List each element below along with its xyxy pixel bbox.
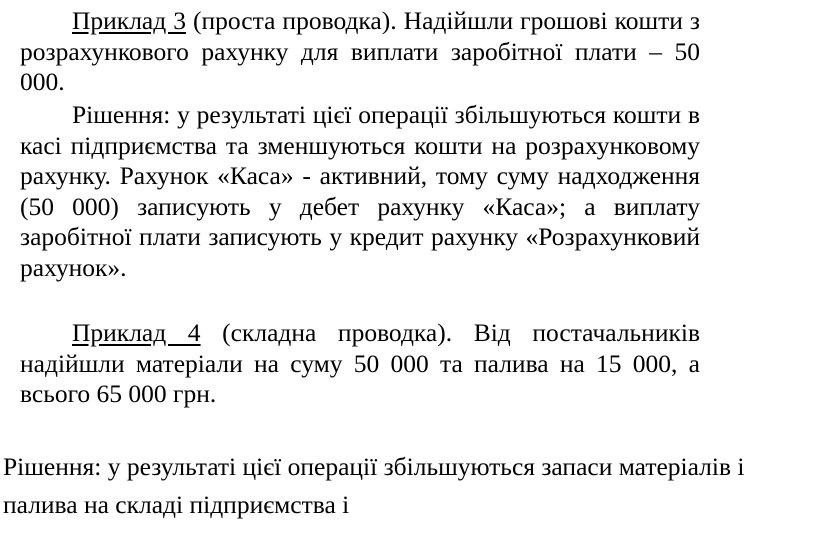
solution-4-line-1: Рішення: у результаті цієї операції збільшуються запаси матеріалів і: [3, 452, 745, 481]
example-3-text: (проста проводка). Надійшли грошові кошти з розрахункового рахунку для виплати заробітної плати – 50 000.: [20, 6, 700, 96]
example-4-label: Приклад 4: [72, 318, 201, 347]
example-3-paragraph: [20, 6, 700, 98]
solution-4-paragraph: [3, 448, 813, 524]
solution-4-line-2: палива на складі підприємства і: [3, 490, 350, 519]
example-3-label: Приклад 3: [72, 6, 186, 35]
example-4-text: (складна проводка). Від постачальників надійшли матеріали на суму 50 000 та палива на 15 000, а всього 65 000 грн.: [20, 318, 700, 408]
solution-3-text: Рішення: у результаті цієї операції збільшуються кошти в касі підприємства та зменшуються кошти на розрахунковому рахунку. Рахунок «Каса» - активний, тому суму надходження (50 000) записують у дебет рахунку «Каса»; а виплату заробітної плати записують у кредит рахунку «Розрахунковий рахунок».: [20, 100, 700, 282]
solution-3-paragraph: [20, 100, 700, 283]
example-4-paragraph: [20, 318, 700, 410]
